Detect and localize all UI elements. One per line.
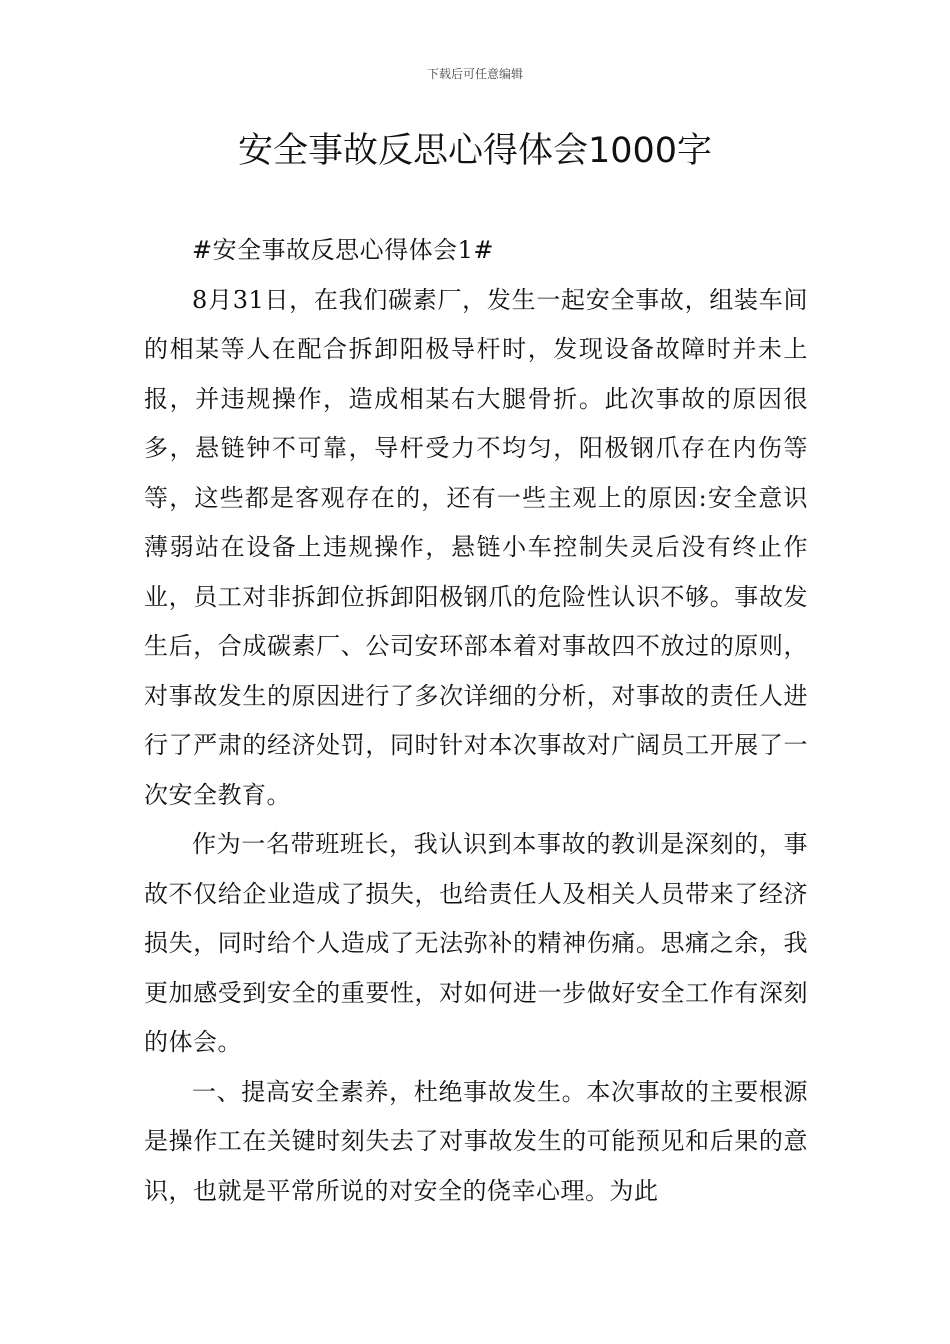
section-heading: #安全事故反思心得体会1# — [192, 236, 494, 264]
body-paragraph: 一、提高安全素养，杜绝事故发生。本次事故的主要根源是操作工在关键时刻失去了对事故发生的可能预见和后果的意识，也就是平常所说的对安全的侥幸心理。为此 — [144, 1077, 808, 1205]
body-paragraph: 8月31日，在我们碳素厂，发生一起安全事故，组装车间的相某等人在配合拆卸阳极导杆时，发现设备故障时并未上报，并违规操作，造成相某右大腿骨折。此次事故的原因很多，悬链钟不可靠，导杆受力不均匀，阳极钢爪存在内伤等等，这些都是客观存在的，还有一些主观上的原因:安全意识薄弱站在设备上违规操作，悬链小车控制失灵后没有终止作业，员工对非拆卸位拆卸阳极钢爪的危险性认识不够。事故发生后，合成碳素厂、公司安环部本着对事故四不放过的原则，对事故发生的原因进行了多次详细的分析，对事故的责任人进行了严肃的经济处罚，同时针对本次事故对广阔员工开展了一次安全教育。 — [144, 285, 808, 809]
document-title: 安全事故反思心得体会1000字 — [237, 131, 713, 171]
header-note: 下载后可任意编辑 — [426, 67, 523, 81]
body-paragraph: 作为一名带班班长，我认识到本事故的教训是深刻的，事故不仅给企业造成了损失，也给责任人及相关人员带来了经济损失，同时给个人造成了无法弥补的精神伤痛。思痛之余，我更加感受到安全的重要性，对如何进一步做好安全工作有深刻的体会。 — [144, 830, 808, 1056]
document-body — [144, 226, 808, 1216]
